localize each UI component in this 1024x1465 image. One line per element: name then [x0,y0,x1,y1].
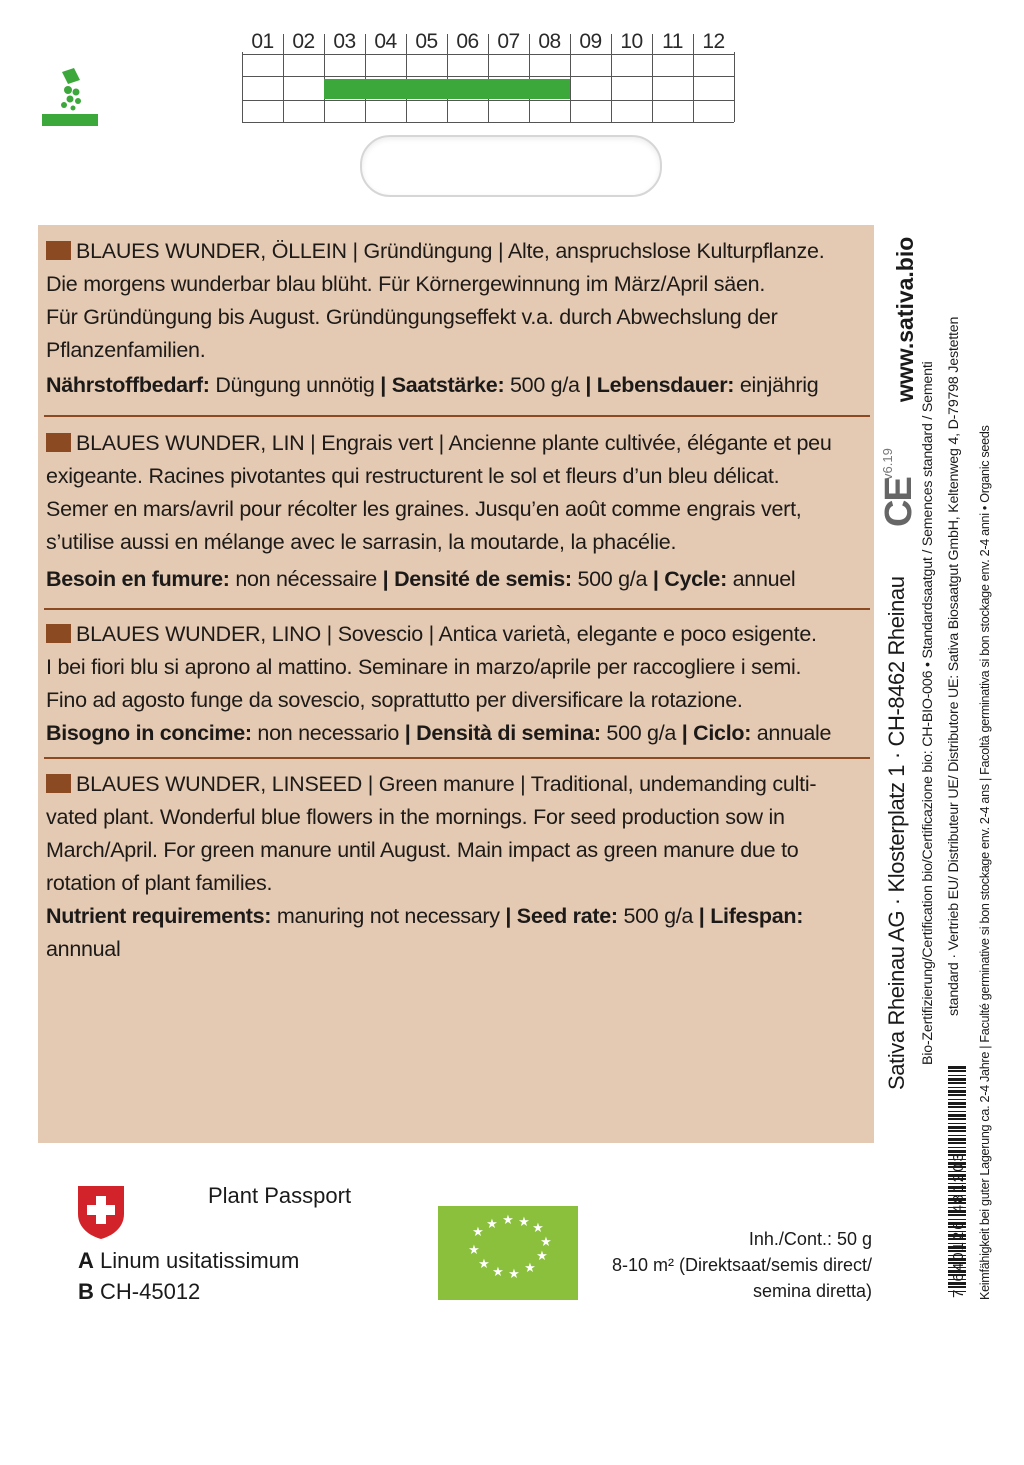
section-italian [46,618,868,750]
barcode-bar [948,1142,966,1144]
content-area: 8-10 m² (Direktsaat/semis direct/ [611,1255,872,1275]
calendar-month-03: 03 [333,30,356,53]
calendar-grid-line [242,100,734,101]
calendar-grid-line [570,34,571,122]
passport-a-label: A [78,1248,94,1273]
section-text: BLAUES WUNDER, LINSEED | Green manure | Traditional, undemanding culti- vated plant. Wonderful blue flowers in the mornings. For seed production sow in March/April. For green manure until August. Main impact as green manure due to rotation of plant families. [46,772,817,895]
eu-star-icon: ★ [486,1217,498,1232]
passport-a-value: Linum usitatissimum [100,1248,300,1273]
barcode-bar [948,1106,966,1108]
calendar-grid-line [406,34,407,122]
section-divider [44,415,870,417]
barcode-bar [948,1066,966,1069]
section-marker [46,624,71,643]
distributor-text: standard · Vertrieb EU/ Distributeur UE/ Distributore UE: Sativa Biosaatgut GmbH, Keltenweg 4, D-79798 Jestetten [946,316,962,1016]
section-text: BLAUES WUNDER, LIN | Engrais vert | Ancienne plante cultivée, élégante et peu exigeante. Racines pivotantes qui restructurent le sol et fleurs d’un bleu délicat. Semer en mars/avril pour récolter les graines. Jusqu’en août comme engrais vert, s’utilise aussi en mélange avec le sarrasin, la moutarde, la phacélie. [46,431,832,554]
section-text: BLAUES WUNDER, ÖLLEIN | Gründüngung | Alte, anspruchslose Kulturpflanze. Die morgens wunderbar blau blüht. Für Körnergewinnung im März/April säen. Für Gründüngung bis August. Gründüngungseffekt v.a. durch Abwechslung der Pflanzenfamilien. [46,239,825,362]
barcode-bar [948,1078,966,1081]
barcode-bar [948,1070,966,1072]
eu-star-icon: ★ [508,1267,520,1282]
barcode-bar [948,1082,966,1084]
calendar-grid-line [242,122,734,123]
section-facts: Nutrient requirements: manuring not necessary | Seed rate: 500 g/a | Lifespan: annnual [46,904,804,961]
eu-organic-logo [438,1206,578,1300]
calendar-grid-line [734,52,735,122]
calendar-grid-line [365,34,366,122]
barcode-bar [948,1147,966,1148]
calendar-month-04: 04 [374,30,397,53]
barcode-bar [948,1090,966,1093]
sowing-seeds-icon [40,66,98,128]
calendar-month-09: 09 [579,30,602,53]
company-address: Sativa Rheinau AG · Klosterplatz 1 · CH-8462 Rheinau [884,576,909,1090]
barcode-bar [948,1094,966,1096]
calendar-month-07: 07 [497,30,520,53]
sowing-period-bar [324,79,570,99]
section-divider [44,608,870,610]
content-info [572,1226,872,1304]
eu-star-icon: ★ [502,1213,514,1228]
calendar-month-10: 10 [620,30,643,53]
website-text: www.sativa.bio [892,236,918,402]
barcode-bar [948,1118,966,1120]
barcode-digits: 7 640126 481203 [950,1151,967,1298]
section-marker [46,433,71,452]
calendar-month-06: 06 [456,30,479,53]
eu-star-icon: ★ [478,1257,490,1272]
passport-line-b [78,1279,200,1305]
barcode-bar [948,1075,966,1076]
section-marker [46,774,71,793]
eu-organic-leaf-icon [438,1206,578,1300]
passport-b-label: B [78,1279,94,1304]
eu-star-icon: ★ [524,1261,536,1276]
calendar-grid-line [611,34,612,122]
calendar-grid-line [242,52,243,122]
eu-star-icon: ★ [532,1221,544,1236]
certification-text: Bio-Zertifizierung/Certification bio/Certificazione bio: CH-BIO-006 • Standardsaatgut / Semences standard / Sementi [920,361,936,1065]
calendar-grid-line [488,34,489,122]
eu-star-icon: ★ [472,1225,484,1240]
description-panel [38,225,874,1143]
content-sowing-method: semina diretta) [752,1281,872,1301]
barcode-bar [948,1102,966,1105]
eu-star-icon: ★ [492,1265,504,1280]
calendar-grid-line [324,34,325,122]
plant-passport-title: Plant Passport [208,1183,352,1208]
barcode-bar [948,1138,966,1141]
section-marker [46,241,71,260]
calendar-grid-line [242,54,734,55]
section-text: BLAUES WUNDER, LINO | Sovescio | Antica varietà, elegante e poco esigente. I bei fiori blu si aprono al mattino. Seminare in marzo/aprile per raccogliere i semi. Fino ad agosto funge da sovescio, soprattutto per diversificare la rotazione. [46,622,817,712]
passport-line-a [78,1248,299,1274]
barcode-bar [948,1114,966,1117]
version-text: v6.19 [880,448,895,480]
eu-star-icon: ★ [540,1235,552,1250]
section-divider [44,757,870,759]
hang-hole [360,135,662,197]
sowing-calendar [242,28,734,124]
calendar-month-02: 02 [292,30,315,53]
ce-mark: CE [878,478,920,527]
barcode-bar [948,1111,966,1112]
section-facts: Bisogno in concime: non necessario | Densità di semina: 500 g/a | Ciclo: annuale [46,721,832,745]
barcode-bar [948,1126,966,1129]
section-facts: Nährstoffbedarf: Düngung unnötig | Saatstärke: 500 g/a | Lebensdauer: einjährig [46,373,819,397]
barcode-bar [948,1087,966,1088]
section-facts: Besoin en fumure: non nécessaire | Densité de semis: 500 g/a | Cycle: annuel [46,567,796,591]
calendar-grid-line [652,34,653,122]
barcode-bar [948,1130,966,1132]
swiss-shield-icon [76,1184,126,1240]
section-french [46,427,868,596]
barcode-bar [948,1099,966,1100]
barcode-bar [948,1123,966,1124]
calendar-month-12: 12 [702,30,725,53]
calendar-grid-line [242,76,734,77]
calendar-month-05: 05 [415,30,438,53]
eu-star-icon: ★ [518,1215,530,1230]
calendar-month-01: 01 [251,30,274,53]
calendar-grid-line [447,34,448,122]
content-net-weight: Inh./Cont.: 50 g [748,1229,872,1249]
section-german [46,235,868,402]
eu-star-icon: ★ [536,1249,548,1264]
calendar-grid-line [693,34,694,122]
eu-star-icon: ★ [468,1243,480,1258]
calendar-grid-line [529,34,530,122]
barcode-bar [948,1135,966,1136]
germination-text: Keimfähigkeit bei guter Lagerung ca. 2-4 Jahre | Faculté germinative si bon stockage env. 2-4 ans | Facoltà germinativa si bon stockage env. 2-4 anni • Organic seeds [978,425,992,1300]
calendar-month-11: 11 [662,30,683,53]
passport-b-value: CH-45012 [100,1279,201,1304]
section-english [46,768,868,966]
calendar-month-08: 08 [538,30,561,53]
calendar-grid-line [283,34,284,122]
